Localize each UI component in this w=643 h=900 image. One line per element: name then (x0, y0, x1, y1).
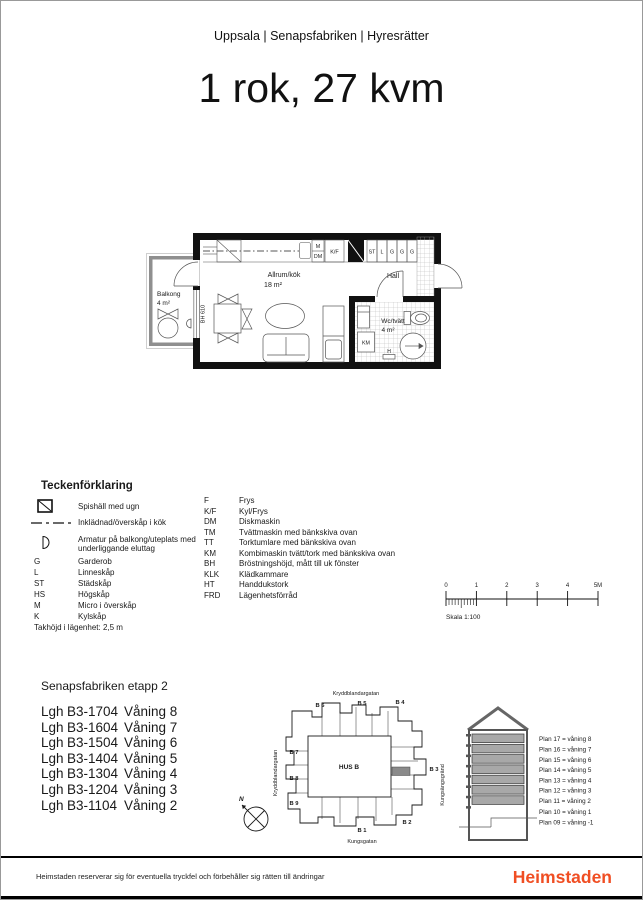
kitchen-row (203, 240, 417, 262)
bed-icon (323, 306, 344, 362)
sofa-icon (263, 334, 309, 362)
apartment-floor: Våning 6 (124, 735, 178, 751)
legend-abbr: F (204, 496, 209, 505)
elevation-labels (539, 735, 594, 827)
apartment-id: B3-1204 (67, 781, 119, 797)
legend-abbr-label: Städskåp (78, 579, 112, 588)
svg-text:Kungsgatan: Kungsgatan (347, 839, 377, 845)
apartment-row: Lgh B3-1604 Våning 7 (41, 719, 178, 735)
legend-abbr: FRD (204, 590, 221, 600)
bh-label: BH 610 (200, 304, 207, 324)
legend-abbr: ST (34, 579, 45, 588)
svg-text:M: M (315, 244, 321, 250)
ceiling-height-note: Takhöjd i lägenhet: 2,5 m (34, 623, 123, 632)
legend-abbr-label: Bröstningshöjd, mått till uk fönster (239, 559, 360, 568)
svg-text:0: 0 (444, 583, 448, 589)
legend-abbr: KLK (204, 569, 220, 579)
svg-text:G: G (399, 249, 405, 256)
km-label: KM (362, 340, 370, 347)
legend-abbr: HS (34, 590, 46, 599)
svg-text:Plan 13 = våning 4: Plan 13 = våning 4 (539, 777, 592, 785)
legend-abbr-label: Tvättmaskin med bänkskiva ovan (239, 527, 358, 537)
footer-separator (1, 856, 642, 858)
svg-text:Plan 09 = våning -1: Plan 09 = våning -1 (539, 819, 594, 827)
floorplan-drawing (141, 226, 471, 381)
scale-bar (436, 579, 621, 624)
svg-text:Plan 10 = våning 1: Plan 10 = våning 1 (539, 809, 592, 817)
apartment-row: Lgh B3-1404 Våning 5 (41, 750, 178, 766)
hus-label: HUS B (338, 764, 360, 771)
svg-text:B 8: B 8 (289, 776, 299, 782)
scale-caption: Skala 1:100 (446, 614, 481, 621)
footer-disclaimer: Heimstaden reserverar sig för eventuella tryckfel och förbehåller sig rätten till ändringar (36, 872, 325, 881)
sink-icon (300, 243, 311, 259)
svg-text:5M: 5M (593, 583, 603, 589)
svg-text:Plan 16 = våning 7: Plan 16 = våning 7 (539, 746, 592, 754)
legend-abbr: HT (204, 580, 215, 589)
svg-text:ST: ST (368, 249, 376, 256)
apartment-id: B3-1604 (67, 719, 119, 735)
page-bottom-edge (1, 896, 642, 899)
balcony-label: Balkong (157, 291, 181, 298)
legend-abbr: KM (204, 548, 216, 558)
svg-text:B 9: B 9 (289, 801, 299, 807)
highlighted-unit (392, 767, 410, 776)
dashdot-line-icon (31, 519, 71, 527)
apartment-id: B3-1704 (67, 704, 119, 719)
legend-abbr: DM (204, 517, 217, 526)
svg-text:Plan 11 = våning 2: Plan 11 = våning 2 (539, 798, 591, 805)
heimstaden-logo: Heimstaden (512, 867, 612, 887)
legend-abbr-label: Kombimaskin tvätt/tork med bänkskiva ovan (239, 548, 396, 558)
legend-abbr-label: Kylskåp (78, 612, 107, 621)
legend-abbr-label: Diskmaskin (239, 517, 280, 526)
legend-abbr: K/F (204, 506, 217, 516)
apartment-list (41, 704, 177, 813)
svg-text:L: L (380, 249, 384, 256)
svg-text:B 2: B 2 (402, 820, 412, 826)
legend-abbr: TM (204, 527, 216, 537)
svg-text:3: 3 (535, 583, 539, 589)
svg-text:G: G (409, 249, 415, 256)
apartment-row: Lgh B3-1104 Våning 2 (41, 797, 178, 813)
toilet-icon (404, 312, 411, 325)
apartment-floor: Våning 5 (124, 750, 178, 766)
compass-icon (242, 805, 268, 831)
legend-abbr-label: Lägenhetsförråd (239, 590, 298, 600)
svg-text:1: 1 (474, 583, 479, 589)
svg-text:Plan 15 = våning 6: Plan 15 = våning 6 (539, 756, 592, 764)
svg-text:K/F: K/F (330, 249, 339, 256)
legend-label-lamp: Armatur på balkong/uteplats med underliggande eluttag (78, 535, 196, 553)
apartment-id: B3-1104 (67, 797, 118, 813)
svg-text:B 1: B 1 (357, 828, 367, 834)
svg-text:Kryddblandargatan: Kryddblandargatan (273, 749, 279, 797)
legend-abbr-label: Torktumlare med bänkskiva ovan (239, 538, 356, 547)
balcony-area: 4 m² (157, 300, 170, 307)
legend-abbr: K (34, 612, 40, 621)
legend-abbr: BH (204, 559, 216, 568)
towel-rail-icon (383, 355, 395, 360)
legend-abbr-label: Klädkammare (239, 569, 289, 579)
svg-text:DM: DM (313, 254, 323, 260)
dining-set-icon (214, 294, 252, 343)
legend-abbr-label: Garderob (78, 557, 112, 566)
legend-label-stove: Spishäll med ugn (78, 502, 140, 511)
svg-text:G: G (389, 249, 395, 256)
apartment-floor: Våning 4 (124, 766, 178, 782)
site-plan (236, 681, 461, 856)
legend-abbr-label: Micro i överskåp (78, 601, 137, 610)
entrance-door (438, 264, 462, 288)
legend-abbr: L (34, 568, 39, 577)
stove-icon (37, 499, 53, 513)
svg-text:B 3: B 3 (429, 767, 439, 773)
apartment-row: Lgh B3-1704 Våning 8 (41, 704, 178, 719)
balcony (147, 254, 200, 349)
svg-text:Kryddblandargatan: Kryddblandargatan (332, 691, 380, 697)
apartment-row: Lgh B3-1304 Våning 4 (41, 766, 178, 782)
apartment-id: B3-1404 (67, 750, 119, 766)
apartment-floor: Våning 8 (124, 704, 178, 719)
breadcrumb: Uppsala | Senapsfabriken | Hyresrätter (214, 29, 429, 43)
legend-abbr: G (34, 557, 41, 566)
coffee-table-icon (266, 304, 305, 329)
project-title: Senapsfabriken etapp 2 (41, 679, 168, 693)
legend-abbr-label: Linneskåp (78, 568, 115, 577)
svg-text:2: 2 (505, 583, 509, 589)
legend-title: Teckenförklaring (41, 480, 133, 492)
page-title: 1 rok, 27 kvm (198, 65, 445, 111)
hall-floor (417, 237, 434, 298)
svg-text:B 7: B 7 (289, 750, 299, 756)
svg-text:Plan 17 = våning 8: Plan 17 = våning 8 (539, 736, 592, 744)
legend-abbr-label: Kyl/Frys (239, 506, 268, 516)
apartment-floor: Våning 2 (124, 797, 178, 813)
legend-abbr: M (34, 601, 41, 610)
bath-area: 4 m² (381, 327, 395, 334)
ht-label: H (387, 349, 391, 355)
apartment-id: B3-1304 (67, 766, 119, 782)
living-area: 18 m² (264, 282, 282, 289)
hall-label: Hall (386, 273, 400, 280)
roof (468, 708, 528, 730)
bath-label: Wc/tvätt (381, 318, 405, 325)
legend-abbr: TT (204, 538, 214, 547)
svg-text:Kungsängsgränd: Kungsängsgränd (440, 764, 446, 806)
svg-text:Plan 12 = våning 3: Plan 12 = våning 3 (539, 787, 592, 795)
floors (472, 734, 524, 804)
svg-text:Plan 14 = våning 5: Plan 14 = våning 5 (539, 767, 592, 775)
living-label: Allrum/kök (267, 272, 301, 279)
building-elevation (456, 696, 636, 846)
svg-text:4: 4 (565, 583, 570, 589)
lamp-icon (41, 535, 52, 550)
apartment-row: Lgh B3-1204 Våning 3 (41, 781, 178, 797)
apartment-floor: Våning 7 (124, 719, 178, 735)
north-label: N (239, 796, 244, 803)
apartment-id: B3-1504 (67, 735, 119, 751)
svg-text:B 6: B 6 (315, 703, 325, 709)
legend-abbr-label: Frys (239, 496, 255, 505)
svg-text:B 4: B 4 (395, 700, 405, 706)
legend-abbr-label: Högskåp (78, 590, 110, 599)
apartment-row: Lgh B3-1504 Våning 6 (41, 735, 178, 751)
legend-abbr-label: Handdukstork (239, 580, 289, 589)
legend-label-cladding: Inklädnad/överskåp i kök (78, 518, 167, 527)
svg-text:B 5: B 5 (357, 701, 367, 707)
apartment-floor: Våning 3 (124, 781, 178, 797)
